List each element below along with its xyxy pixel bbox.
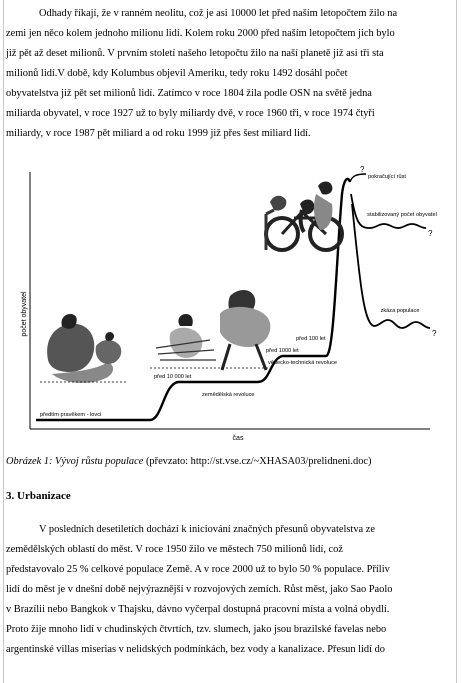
branch-continued-growth [350, 174, 366, 182]
industrial-illustration [266, 182, 342, 251]
branch-stabilized [351, 194, 426, 228]
population-growth-figure [21, 164, 440, 454]
text-line: argentinské villas miserias v nelidských podmínkách, bez vody a kanalizace. Přesun lidí do [6, 644, 385, 655]
branch-label-stabilized: stabilizovaný počet obyvatel [367, 212, 437, 218]
text-line: milionů lidí.V době, kdy Kolumbus objevil Ameriku, tedy roku 1492 dosáhl počet [6, 68, 348, 79]
caption-source: (převzato: http://st.vse.cz/~XHASA03/prelidneni.doc) [143, 456, 372, 467]
text-line: zemi jen něco kolem jednoho milionu lidí. Kolem roku 2000 před naším letopočtem jich bylo [6, 28, 395, 39]
paragraph-urbanization [6, 520, 446, 660]
text-line: již pět až deset milionů. V prvním století našeho letopočtu žilo na naší planetě již asi tři sta [6, 48, 384, 59]
page-left-edge [3, 0, 4, 683]
paragraph-population-history [6, 4, 446, 144]
question-mark-middle: ? [428, 229, 433, 238]
step-label-agricultural: zemědělská revoluce [202, 392, 255, 398]
text-line: zemědělských oblastí do měst. V roce 1950 žilo ve městech 750 milionů lidí, což [6, 544, 343, 555]
farmers-illustration [150, 290, 270, 370]
text-line: miliarda obyvatel, v roce 1927 už to byly miliardy dvě, v roce 1960 tři, v roce 1974 čtyři [6, 108, 375, 119]
text-line: lidí do měst je v dnešní době nejvýraznější v rozvojových zemích. Růst měst, jako Sao Paolo [6, 584, 393, 595]
text-line: obyvatelstva již pět set milionů lidí. Zatímco v roce 1804 žila podle OSN na světě jedna [6, 88, 372, 99]
figure-caption [6, 456, 371, 467]
step-label-hunters: předtím pravěkem - lovci [40, 412, 102, 418]
text-line: Proto žije mnoho lidí v chudinských čtvrtích, tzv. slumech, jako jsou brazilské favelas nebo [6, 624, 387, 635]
page-right-edge [456, 0, 457, 683]
section-heading: 3. Urbanizace [6, 490, 71, 502]
question-mark-top: ? [360, 165, 365, 174]
text-line: V posledních desetiletích dochází k iniciování značných přesunů obyvatelstva ze [39, 524, 375, 535]
step-label-scientific: vědecko-technická revoluce [268, 360, 338, 366]
step-label-ago-100: před 100 let [296, 336, 326, 342]
question-mark-bottom: ? [432, 329, 437, 338]
hunter-gatherers-illustration [40, 314, 126, 383]
text-line: představovalo 25 % celkové populace Země. A v roce 2000 už to bylo 50 % populace. Příliv [6, 564, 390, 575]
text-line: Odhady říkají, že v ranném neolitu, což je asi 10000 let před naším letopočtem žilo na [39, 8, 398, 19]
text-line: miliardy, v roce 1987 pět miliard a od roku 1999 již přes šest miliard lidí. [6, 128, 311, 139]
caption-label: Obrázek 1: Vývoj růstu populace [6, 456, 144, 467]
text-line: v Brazílii nebo Bangkok v Thajsku, dávno vyčerpal dostupná pracovní místa a volná obydlí. [6, 604, 390, 615]
x-axis-label: čas [232, 435, 244, 442]
step-label-ago-1000: před 1000 let [266, 348, 299, 354]
branch-label-continued: pokračující růst [368, 174, 406, 180]
branch-label-collapse: zkáza populace [380, 308, 420, 314]
step-label-ago-10000: před 10 000 let [154, 374, 192, 380]
y-axis-label: počet obyvatel [21, 291, 28, 337]
